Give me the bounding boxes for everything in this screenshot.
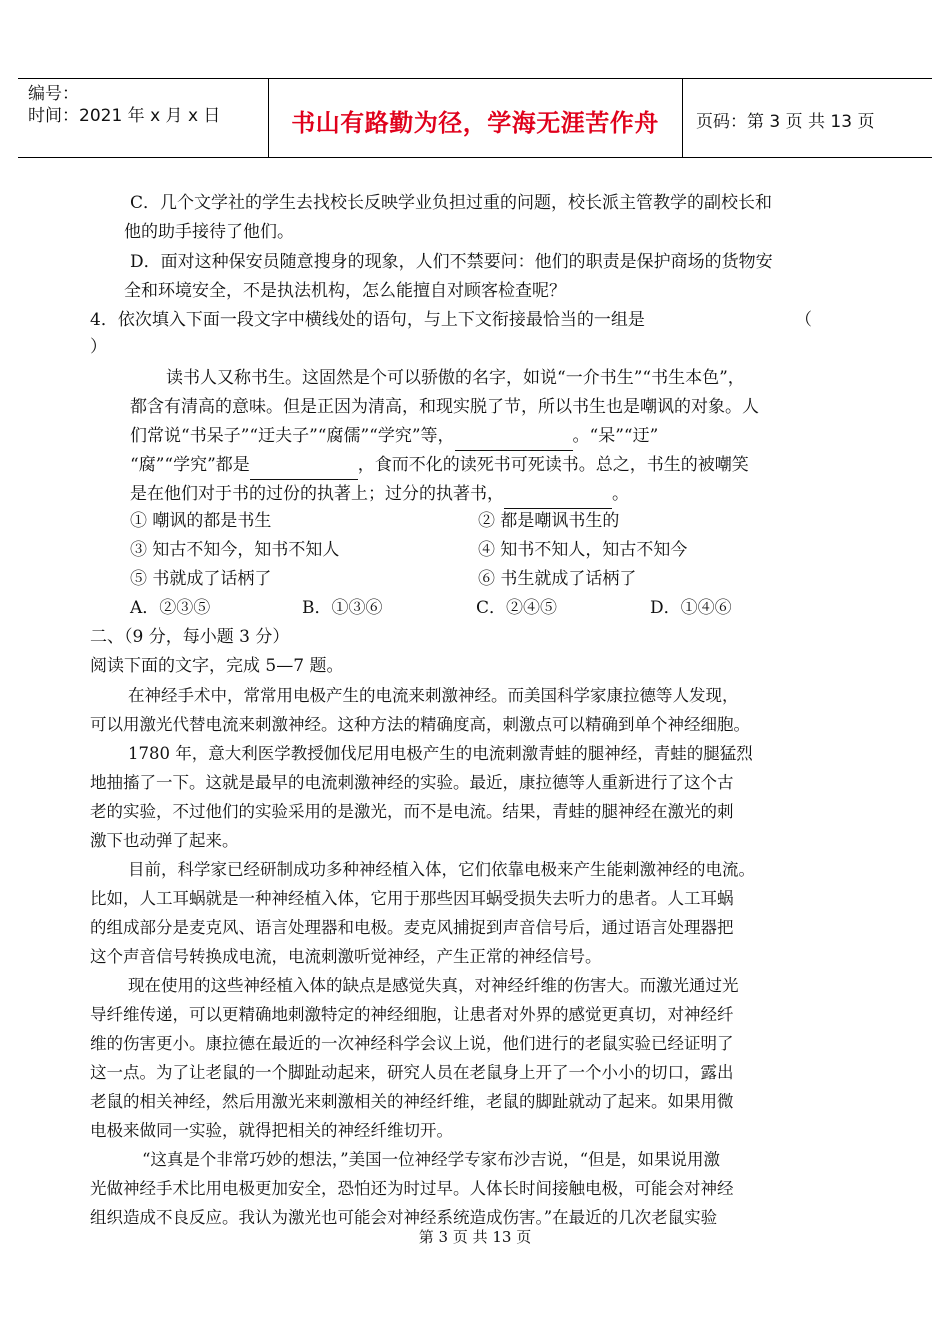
q4-passage-line: 们常说“书呆子”“迂夫子”“腐儒”“学究”等， 。“呆”“迂” [130, 422, 658, 451]
article-line: 这个声音信号转换成电流，电流刺激听觉神经，产生正常的神经信号。 [90, 947, 602, 966]
article-line: 可以用激光代替电流来刺激神经。这种方法的精确度高，刺激点可以精确到单个神经细胞。 [90, 715, 750, 734]
q4-choice: ① 嘲讽的都是书生 [130, 511, 272, 531]
option-d-line2: 全和环境安全，不是执法机构，怎么能擅自对顾客检查呢？ [124, 281, 566, 301]
q4-passage-line: “腐”“学究”都是 ，食而不化的读死书可死读书。总之，书生的被嘲笑 [130, 451, 749, 480]
article-line: 1780 年，意大利医学教授伽伐尼用电极产生的电流刺激青蛙的腿神经，青蛙的腿猛烈 [128, 744, 753, 763]
article-line: 这一点。为了让老鼠的一个脚趾动起来，研究人员在老鼠身上开了一个小小的切口，露出 [90, 1063, 734, 1082]
q4-passage-line: 是在他们对于书的过份的执著上；过分的执著书， 。 [130, 480, 629, 509]
article-line: 维的伤害更小。康拉德在最近的一次神经科学会议上说，他们进行的老鼠实验已经证明了 [90, 1034, 734, 1053]
q4-choice: ⑥ 书生就成了话柄了 [478, 569, 637, 589]
q4-choice: ⑤ 书就成了话柄了 [130, 569, 272, 589]
header-divider [682, 79, 683, 157]
article-line: 目前，科学家已经研制成功多种神经植入体，它们依靠电极来产生能刺激神经的电流。 [128, 860, 755, 879]
section2-instruction: 阅读下面的文字，完成 5—7 题。 [90, 656, 344, 676]
q4-paren-open: （ [795, 310, 812, 330]
q4-answer-a: A．②③⑤ [130, 598, 211, 618]
document-header [18, 78, 932, 158]
article-line: 电极来做同一实验，就得把相关的神经纤维切开。 [90, 1121, 453, 1140]
q4-stem: 4．依次填入下面一段文字中横线处的语句，与上下文衔接最恰当的一组是 [90, 310, 645, 330]
q4-answer-b: B．①③⑥ [302, 598, 383, 618]
header-motto: 书山有路勤为径，学海无涯苦作舟 [291, 109, 659, 137]
header-page-label: 页码：第 3 页 共 13 页 [696, 112, 875, 132]
fill-blank-2 [250, 461, 358, 480]
q4-answer-d: D．①④⑥ [650, 598, 732, 618]
q4-paren-close: ） [90, 337, 107, 357]
article-line: “这真是个非常巧妙的想法，”美国一位神经学专家布沙吉说，“但是，如果说用激 [142, 1150, 721, 1169]
q4-choice: ④ 知书不知人，知古不知今 [478, 540, 688, 560]
q4-answer-c: C．②④⑤ [476, 598, 558, 618]
q4-passage-line: 读书人又称书生。这固然是个可以骄傲的名字，如说“一介书生”“书生本色”， [166, 368, 745, 388]
article-line: 现在使用的这些神经植入体的缺点是感觉失真，对神经纤维的伤害大。而激光通过光 [128, 976, 739, 995]
q4-choice: ② 都是嘲讽书生的 [478, 511, 620, 531]
page-footer: 第 3 页 共 13 页 [418, 1228, 532, 1246]
article-line: 的组成部分是麦克风、语言处理器和电极。麦克风捕捉到声音信号后，通过语言处理器把 [90, 918, 734, 937]
fill-blank-1 [455, 432, 573, 451]
article-line: 组织造成不良反应。我认为激光也可能会对神经系统造成伤害。”在最近的几次老鼠实验 [90, 1208, 718, 1227]
section2-heading: 二、（9 分，每小题 3 分） [90, 627, 290, 647]
option-d-line1: D．面对这种保安员随意搜身的现象，人们不禁要问：他们的职责是保护商场的货物安 [130, 252, 773, 272]
time-label: 时间：2021 年 x 月 x 日 [28, 106, 221, 126]
q4-passage-line: 都含有清高的意味。但是正因为清高，和现实脱了节，所以书生也是嘲讽的对象。人 [130, 397, 759, 417]
article-line: 地抽搐了一下。这就是最早的电流刺激神经的实验。最近，康拉德等人重新进行了这个古 [90, 773, 734, 792]
q4-choice: ③ 知古不知今，知书不知人 [130, 540, 340, 560]
article-line: 比如，人工耳蜗就是一种神经植入体，它用于那些因耳蜗受损失去听力的患者。人工耳蜗 [90, 889, 734, 908]
option-c-line1: C．几个文学社的学生去找校长反映学业负担过重的问题，校长派主管教学的副校长和 [130, 193, 773, 213]
number-label: 编号： [28, 84, 79, 104]
article-line: 导纤维传递，可以更精确地刺激特定的神经细胞，让患者对外界的感觉更真切，对神经纤 [90, 1005, 734, 1024]
header-meta [28, 83, 220, 127]
option-c-line2: 他的助手接待了他们。 [124, 222, 294, 242]
article-line: 老的实验，不过他们的实验采用的是激光，而不是电流。结果，青蛙的腿神经在激光的刺 [90, 802, 734, 821]
article-line: 老鼠的相关神经，然后用激光来刺激相关的神经纤维，老鼠的脚趾就动了起来。如果用微 [90, 1092, 734, 1111]
article-line: 在神经手术中，常常用电极产生的电流来刺激神经。而美国科学家康拉德等人发现， [128, 686, 739, 705]
article-line: 光做神经手术比用电极更加安全，恐怕还为时过早。人体长时间接触电极，可能会对神经 [90, 1179, 734, 1198]
article-line: 激下也动弹了起来。 [90, 831, 239, 850]
